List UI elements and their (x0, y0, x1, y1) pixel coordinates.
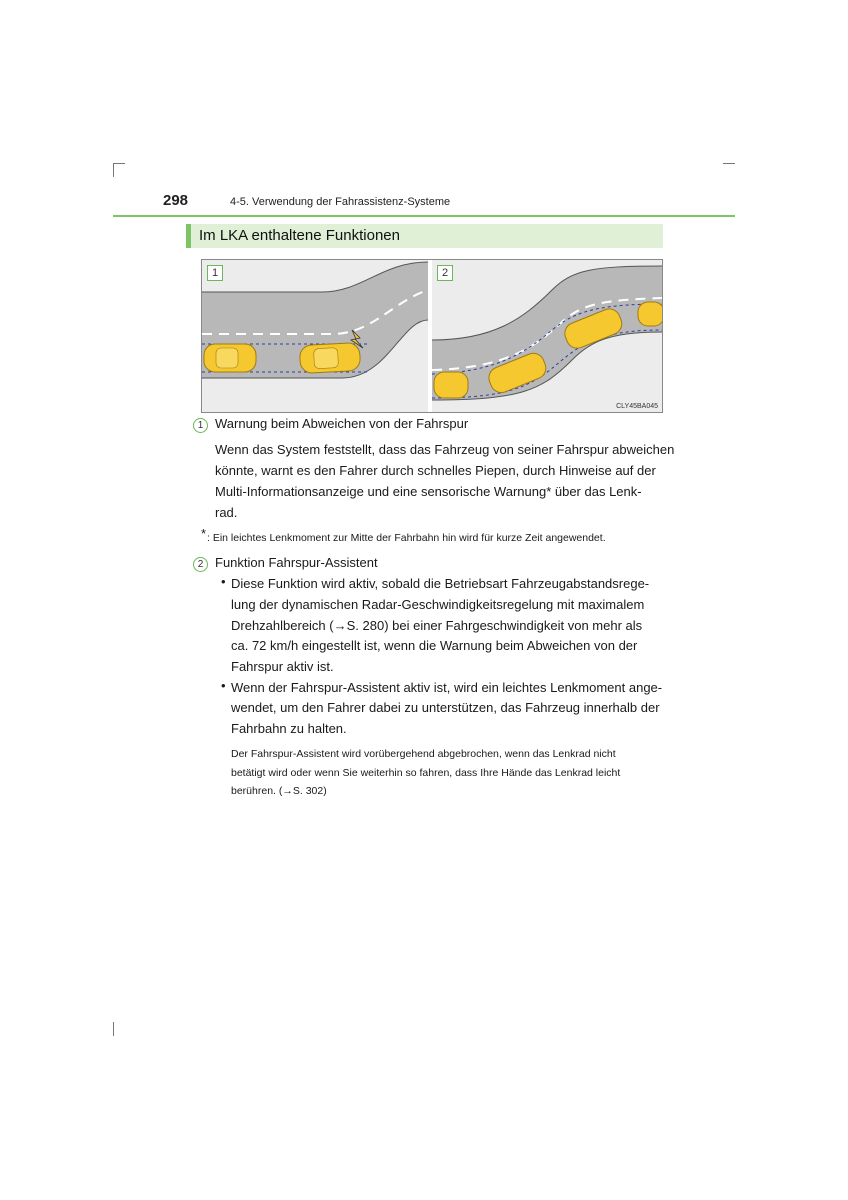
lane-keeping-drawing (432, 260, 662, 412)
header-rule (113, 215, 735, 217)
bullet-1-line-1: Diese Funktion wird aktiv, sobald die Betriebsart Fahrzeugabstandsrege- (231, 576, 650, 591)
bullet-2-line-3: Fahrbahn zu halten. (231, 721, 347, 736)
note-line-2: betätigt wird oder wenn Sie weiterhin so fahren, dass Ihre Hände das Lenkrad leicht (231, 767, 621, 779)
footnote-mark: * (201, 526, 207, 541)
bullet-1-line-4: ca. 72 km/h eingestellt ist, wenn die Warnung beim Abweichen von der (231, 638, 638, 653)
item-1-line-2: könnte, warnt es den Fahrer durch schnelles Piepen, durch Hinweise auf der (215, 463, 656, 478)
item-1-line-4: rad. (215, 505, 238, 520)
item-2-number: 2 (193, 557, 208, 572)
figure-code: CLY45BA045 (616, 403, 658, 410)
bullet-2-line-2: wendet, um den Fahrer dabei zu unterstützen, das Fahrzeug innerhalb der (231, 700, 660, 715)
footnote-text: : Ein leichtes Lenkmoment zur Mitte der Fahrbahn hin wird für kurze Zeit angewendet. (207, 532, 606, 544)
item-1-line-3: Multi-Informationsanzeige und eine sensorische Warnung* über das Lenk- (215, 484, 642, 499)
crop-mark-top-left-v (113, 163, 114, 177)
crop-mark-top-right-h (723, 163, 735, 164)
car-trail-4 (638, 302, 662, 326)
car-left (204, 344, 256, 372)
note-line-3: berühren. (→S. 302) (231, 785, 327, 797)
crop-mark-bottom-left-v (113, 1022, 114, 1036)
bullet-2-line-1: Wenn der Fahrspur-Assistent aktiv ist, wird ein leichtes Lenkmoment ange- (231, 680, 663, 695)
item-1-number: 1 (193, 418, 208, 433)
figure-panel-1 (202, 260, 428, 412)
figure-number-2: 2 (437, 265, 453, 281)
car-right (299, 342, 360, 373)
crop-mark-top-left-h (113, 163, 125, 164)
chapter-heading: 4-5. Verwendung der Fahrassistenz-Systeme (230, 196, 451, 208)
bullet-1-line-2: lung der dynamischen Radar-Geschwindigkeitsregelung mit maximalem (231, 597, 645, 612)
figure-number-1: 1 (207, 265, 223, 281)
section-title: Im LKA enthaltene Funktionen (199, 227, 400, 244)
bullet-2-symbol: • (221, 678, 226, 693)
item-2-title: Funktion Fahrspur-Assistent (215, 555, 378, 570)
bullet-1-symbol: • (221, 574, 226, 589)
bullet-1-line-5: Fahrspur aktiv ist. (231, 659, 334, 674)
item-1-line-1: Wenn das System feststellt, dass das Fahrzeug von seiner Fahrspur abweichen (215, 442, 675, 457)
section-title-bar (186, 224, 663, 248)
figure-divider (429, 260, 431, 412)
item-1-title: Warnung beim Abweichen von der Fahrspur (215, 416, 469, 431)
car-trail-1 (434, 372, 468, 398)
note-line-1: Der Fahrspur-Assistent wird vorübergehend abgebrochen, wenn das Lenkrad nicht (231, 748, 616, 760)
page-number: 298 (163, 192, 189, 209)
figure-panel-2 (432, 260, 662, 412)
bullet-1-line-3: Drehzahlbereich (→S. 280) bei einer Fahrgeschwindigkeit von mehr als (231, 618, 643, 633)
lane-departure-drawing (202, 260, 428, 412)
lka-illustration (201, 259, 663, 413)
